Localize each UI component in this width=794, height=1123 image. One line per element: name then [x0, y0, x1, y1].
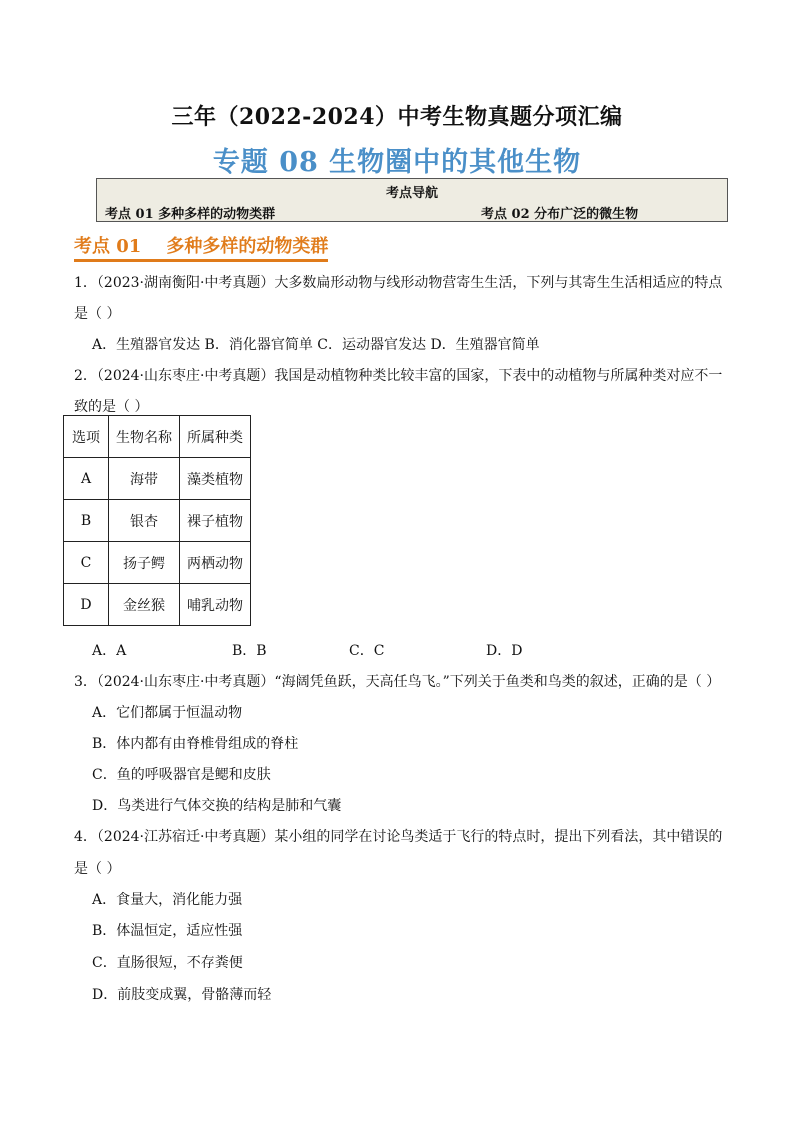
table-cell: D — [64, 584, 109, 626]
table-cell: 银杏 — [109, 500, 180, 542]
table-row — [64, 584, 251, 626]
q2-stem-line2: 致的是（ ） — [74, 399, 149, 415]
q3-stem-line1: 3．（2024·山东枣庄·中考真题）“海阔凭鱼跃，天高任鸟飞。”下列关于鱼类和鸟类的叙述，正确的是（ ） — [74, 674, 721, 690]
table-cell: 裸子植物 — [180, 500, 251, 542]
section-title-topic-01: 考点 01 多种多样的动物类群 — [74, 232, 328, 262]
doc-subtitle: 专题 08 生物圈中的其他生物 — [212, 147, 582, 178]
table-row — [64, 542, 251, 584]
q1-options: A．生殖器官发达 B．消化器官简单 C．运动器官发达 D．生殖器官简单 — [92, 337, 540, 353]
table-cell: C — [64, 542, 109, 584]
q4-option-b: B．体温恒定，适应性强 — [92, 923, 243, 939]
table-cell: 扬子鳄 — [109, 542, 180, 584]
table-cell: 两栖动物 — [180, 542, 251, 584]
table-row — [64, 458, 251, 500]
table-header-cell: 所属种类 — [180, 416, 251, 458]
q2-option-b: B．B — [232, 643, 267, 659]
topic-navigation — [96, 178, 728, 222]
q2-option-a: A．A — [92, 643, 127, 659]
table-cell: B — [64, 500, 109, 542]
q2-option-d: D．D — [486, 643, 523, 659]
q4-stem-line2: 是（ ） — [74, 861, 121, 877]
q4-option-d: D．前肢变成翼，骨骼薄而轻 — [92, 987, 272, 1003]
table-cell: 金丝猴 — [109, 584, 180, 626]
doc-title: 三年（2022-2024）中考生物真题分项汇编 — [171, 104, 623, 130]
q1-stem-line1: 1．（2023·湖南衡阳·中考真题）大多数扁形动物与线形动物营寄生生活，下列与其寄生生活相适应的特点 — [74, 275, 723, 291]
q3-option-c: C．鱼的呼吸器官是鳃和皮肤 — [92, 767, 271, 783]
table-header-cell: 生物名称 — [109, 416, 180, 458]
table-cell: A — [64, 458, 109, 500]
table-cell: 藻类植物 — [180, 458, 251, 500]
table-header-cell: 选项 — [64, 416, 109, 458]
q4-stem-line1: 4．（2024·江苏宿迁·中考真题）某小组的同学在讨论鸟类适于飞行的特点时，提出下列看法，其中错误的 — [74, 829, 723, 845]
species-table — [63, 415, 251, 626]
q4-option-c: C．直肠很短，不存粪便 — [92, 955, 243, 971]
q3-option-a: A．它们都属于恒温动物 — [92, 705, 243, 721]
nav-heading: 考点导航 — [385, 186, 438, 201]
q3-option-d: D．鸟类进行气体交换的结构是肺和气囊 — [92, 798, 342, 814]
table-row — [64, 500, 251, 542]
table-cell: 海带 — [109, 458, 180, 500]
nav-item-topic-02[interactable]: 考点 02 分布广泛的微生物 — [481, 207, 639, 222]
q1-stem-line2: 是（ ） — [74, 306, 121, 322]
q3-option-b: B．体内都有由脊椎骨组成的脊柱 — [92, 736, 299, 752]
table-cell: 哺乳动物 — [180, 584, 251, 626]
q4-option-a: A．食量大，消化能力强 — [92, 892, 243, 908]
table-header-row — [64, 416, 251, 458]
nav-item-topic-01[interactable]: 考点 01 多种多样的动物类群 — [105, 207, 276, 222]
q2-option-c: C．C — [349, 643, 385, 659]
q2-stem-line1: 2．（2024·山东枣庄·中考真题）我国是动植物种类比较丰富的国家，下表中的动植物与所属种类对应不一 — [74, 368, 723, 384]
